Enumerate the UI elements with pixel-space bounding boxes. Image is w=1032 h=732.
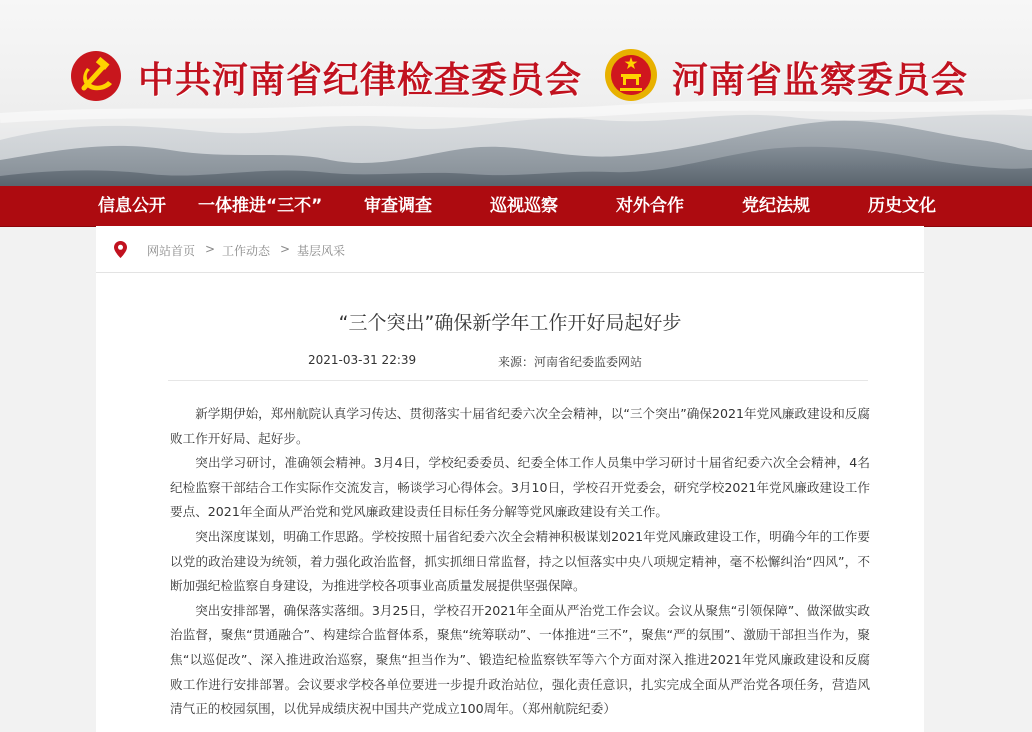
supervisory-commission-title: 河南省监察委员会 <box>672 59 969 101</box>
main-navigation <box>0 186 1032 227</box>
article-paragraph: 突出学习研讨，准确领会精神。3月4日，学校纪委委员、纪委全体工作人员集中学习研讨十届省纪委六次全会精神，4名纪检监察干部结合工作实际作交流发言，畅谈学习心得体会。3月10日，学校召开党委会，研究学校2021年党风廉政建设工作要点、2021年全面从严治党和党风廉政建设责任目标任务分解等党风廉政建设有关工作。 <box>170 455 870 520</box>
article-paragraph: 突出安排部署，确保落实落细。3月25日，学校召开2021年全面从严治党工作会议。会议从聚焦“引领保障”、做深做实政治监督，聚焦“贯通融合”、构建综合监督体系，聚焦“统筹联动”、一体推进“三不”，聚焦“严的氛围”、激励干部担当作为，聚焦“以巡促改”、深入推进政治巡察，聚焦“担当作为”、锻造纪检监察铁军等六个方面对深入推进2021年党风廉政建设和反腐败工作进行安排部署。会议要求学校各单位要进一步提升政治站位，强化责任意识，扎实完成全面从严治党各项任务，营造风清气正的校园氛围，以优异成绩庆祝中国共产党成立100周年。（郑州航院纪委） <box>170 602 870 717</box>
location-pin-icon <box>114 241 127 258</box>
nav-item-info-disclosure[interactable]: 信息公开 <box>98 196 166 216</box>
site-header <box>0 0 1032 186</box>
article-paragraph: 新学期伊始，郑州航院认真学习传达、贯彻落实十届省纪委六次全会精神，以“三个突出”确保2021年党风廉政建设和反腐败工作开好局、起好步。 <box>170 406 870 446</box>
divider <box>168 380 868 381</box>
breadcrumb-home-link[interactable]: 网站首页 <box>147 244 196 258</box>
breadcrumb-work-news-link[interactable]: 工作动态 <box>222 244 271 258</box>
nav-item-history-culture[interactable]: 历史文化 <box>868 196 936 216</box>
nav-item-party-discipline-laws[interactable]: 党纪法规 <box>742 196 810 216</box>
cpc-discipline-commission-title: 中共河南省纪律检查委员会 <box>138 59 583 101</box>
breadcrumb <box>96 226 924 273</box>
article-date: 2021-03-31 22:39 <box>308 353 417 367</box>
breadcrumb-separator: > <box>280 242 291 256</box>
party-emblem-icon <box>70 50 122 102</box>
nav-item-external-cooperation[interactable]: 对外合作 <box>616 196 684 216</box>
nav-item-three-nots[interactable]: 一体推进“三不” <box>198 196 323 216</box>
national-emblem-icon <box>604 48 658 102</box>
article-paragraph: 突出深度谋划，明确工作思路。学校按照十届省纪委六次全会精神积极谋划2021年党风廉政建设工作，明确今年的工作要以党的政治建设为统领，着力强化政治监督，抓实抓细日常监督，持之以恒落实中央八项规定精神，毫不松懈纠治“四风”，不断加强纪检监察自身建设，为推进学校各项事业高质量发展提供坚强保障。 <box>170 528 870 594</box>
breadcrumb-separator: > <box>205 242 216 256</box>
nav-item-inspection-tour[interactable]: 巡视巡察 <box>490 196 558 216</box>
article-source: 来源：河南省纪委监委网站 <box>498 355 643 369</box>
article-title: “三个突出”确保新学年工作开好局起好步 <box>338 312 682 334</box>
article-card <box>96 226 924 732</box>
nav-item-review-investigation[interactable]: 审查调查 <box>364 196 432 216</box>
breadcrumb-grassroots-link[interactable]: 基层风采 <box>297 244 346 258</box>
article-body <box>170 402 870 722</box>
